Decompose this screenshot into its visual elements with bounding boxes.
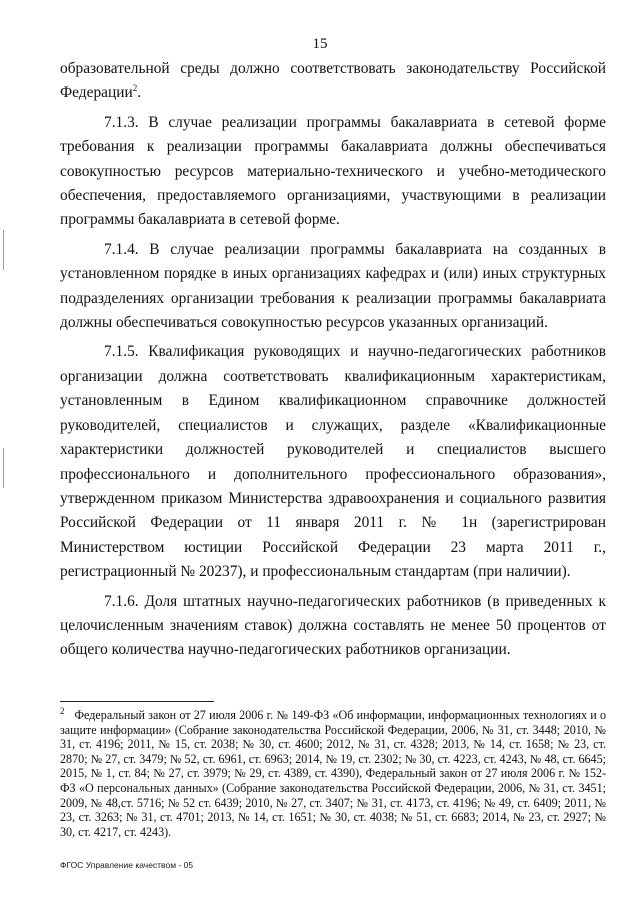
paragraph-continuation: [60, 57, 606, 106]
paragraph-7-1-6: 7.1.6. Доля штатных научно-педагогических работников (в приведенных к целочисленным значениям ставок) должна составлять не менее 50 процентов от общего количества научно-педагогических работников организации.: [60, 592, 606, 659]
footnote-mark: 2: [60, 705, 65, 716]
paragraph-7-1-3: 7.1.3. В случае реализации программы бакалавриата в сетевой форме требования к реализации программы бакалавриата должны обеспечиваться совокупностью ресурсов материально-технического и учебно-методического обеспечения, предоставляемого организациями, участвующими в реализации программы бакалавриата в сетевой форме.: [60, 113, 606, 229]
document-code: ФГОС Управление качеством - 05: [60, 860, 194, 870]
body-text: [60, 57, 606, 663]
footnote-divider: [60, 701, 214, 702]
footnote: [60, 705, 606, 839]
scan-edge-mark: [3, 448, 4, 488]
footnote-text: Федеральный закон от 27 июля 2006 г. № 149-ФЗ «Об информации, информационных технологиях и о защите информации» (Собрание законодательства Российской Федерации, 2006, № 31, ст. 3448; 2010, № 31, ст. 4196; 2011, № 15, ст. 2038; № 30, ст. 4600; 2012, № 31, ст. 4328; 2013, № 14, ст. 1658; № 23, ст. 2870; № 27, ст. 3479; № 52, ст. 6961, ст. 6963; 2014, № 19, ст. 2302; № 30, ст. 4223, ст. 4243, № 48, ст. 6645; 2015, № 1, ст. 84; № 27, ст. 3979; № 29, ст. 4389, ст. 4390), Федеральный закон от 27 июля 2006 г. № 152-ФЗ «О персональных данных» (Собрание законодательства Российской Федерации, 2006, № 31, ст. 3451; 2009, № 48,ст. 5716; № 52 ст. 6439; 2010, № 27, ст. 3407; № 31, ст. 4173, ст. 4196; № 49, ст. 6409; 2011, № 23, ст. 3263; № 31, ст. 4701; 2013, № 14, ст. 1651; № 30, ст. 4038; № 51, ст. 6683; 2014, № 23, ст. 2927; № 30, ст. 4217, ст. 4243).: [60, 708, 606, 839]
scan-edge-mark: [3, 230, 4, 270]
paragraph-7-1-5: 7.1.5. Квалификация руководящих и научно-педагогических работников организации должна соответствовать квалификационным характеристикам, установленным в Едином квалификационном справочнике должностей руководителей, специалистов и служащих, разделе «Квалификационные характеристики должностей руководителей и специалистов высшего профессионального и дополнительного профессионального образования», утвержденном приказом Министерства здравоохранения и социального развития Российской Федерации от 11 января 2011 г. № 1н (зарегистрирован Министерством юстиции Российской Федерации 23 марта 2011 г., регистрационный № 20237), и профессиональным стандартам (при наличии).: [60, 343, 606, 581]
paragraph-text: образовательной среды должно соответствовать законодательству Российской Федерации: [60, 60, 606, 102]
paragraph-7-1-4: 7.1.4. В случае реализации программы бакалавриата на созданных в установленном порядке в иных организациях кафедрах и (или) иных структурных подразделениях организации требования к реализации программы бакалавриата должны обеспечиваться совокупностью ресурсов указанных организаций.: [60, 240, 606, 332]
paragraph-tail: .: [137, 84, 142, 102]
footnote-reference: 2: [132, 83, 138, 94]
page-number: 15: [312, 36, 328, 52]
